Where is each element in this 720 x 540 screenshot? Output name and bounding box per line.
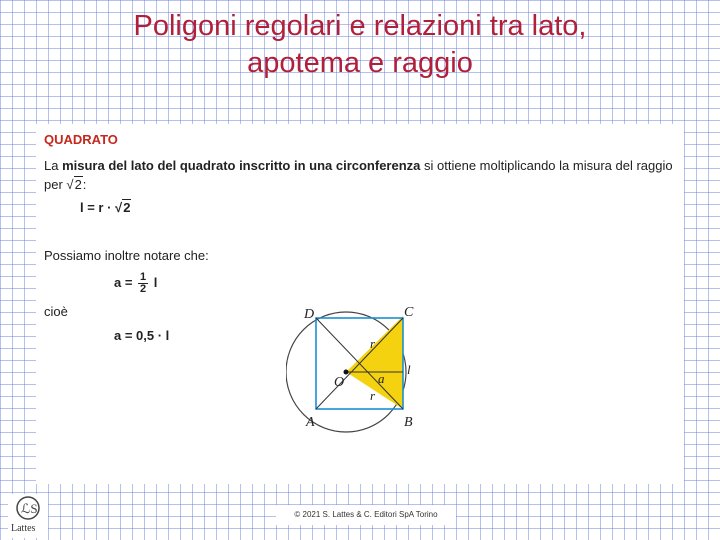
copyright-footer: © 2021 S. Lattes & C. Editori SpA Torino	[276, 505, 456, 525]
publisher-logo	[8, 494, 48, 538]
section-heading: QUADRATO	[44, 132, 118, 147]
rule-colon: :	[82, 177, 87, 192]
formula-apotema-fraction	[114, 272, 157, 295]
formula-lato-prefix: l = r ·	[80, 200, 116, 215]
logo-glyph: ℒS	[21, 501, 38, 516]
rule-bold: misura del lato del quadrato inscritto in una circonferenza	[62, 158, 421, 173]
label-d: D	[304, 307, 315, 322]
center-point	[344, 370, 349, 375]
fraction	[138, 272, 148, 295]
label-o: O	[334, 375, 345, 390]
rule-post: si ottiene moltiplicando la misura del raggio per	[44, 158, 673, 192]
title-line-2: apotema e raggio	[247, 47, 473, 79]
rule-text	[44, 156, 674, 194]
formula-apotema-decimal: a = 0,5 · l	[114, 328, 170, 343]
formula2-suffix: l	[153, 274, 158, 290]
square-inscribed-figure	[286, 302, 426, 434]
title-line-1: Poligoni regolari e relazioni tra lato,	[133, 10, 587, 42]
cioe-text: cioè	[44, 304, 68, 319]
label-apothem: a	[378, 371, 385, 386]
formula-sqrt-symbol: √	[115, 200, 123, 215]
fraction-numerator: 1	[140, 271, 147, 283]
fraction-denominator: 2	[140, 283, 147, 295]
label-side: l	[407, 362, 411, 377]
label-b: B	[404, 415, 413, 430]
label-a: A	[306, 415, 315, 430]
sqrt-symbol: √	[66, 177, 74, 192]
sqrt-number: 2	[74, 177, 82, 192]
label-r-bottom: r	[370, 388, 376, 403]
page-title	[0, 8, 720, 82]
content-panel	[36, 124, 684, 484]
formula-sqrt-number: 2	[123, 200, 131, 215]
rule-pre: La	[44, 158, 59, 173]
label-c: C	[404, 305, 414, 320]
formula-lato	[80, 200, 131, 215]
note-text: Possiamo inoltre notare che:	[44, 248, 209, 263]
logo-text: Lattes	[11, 523, 36, 534]
label-r-top: r	[370, 336, 376, 351]
formula2-prefix: a =	[114, 274, 137, 290]
lattes-logo-icon	[8, 494, 48, 524]
